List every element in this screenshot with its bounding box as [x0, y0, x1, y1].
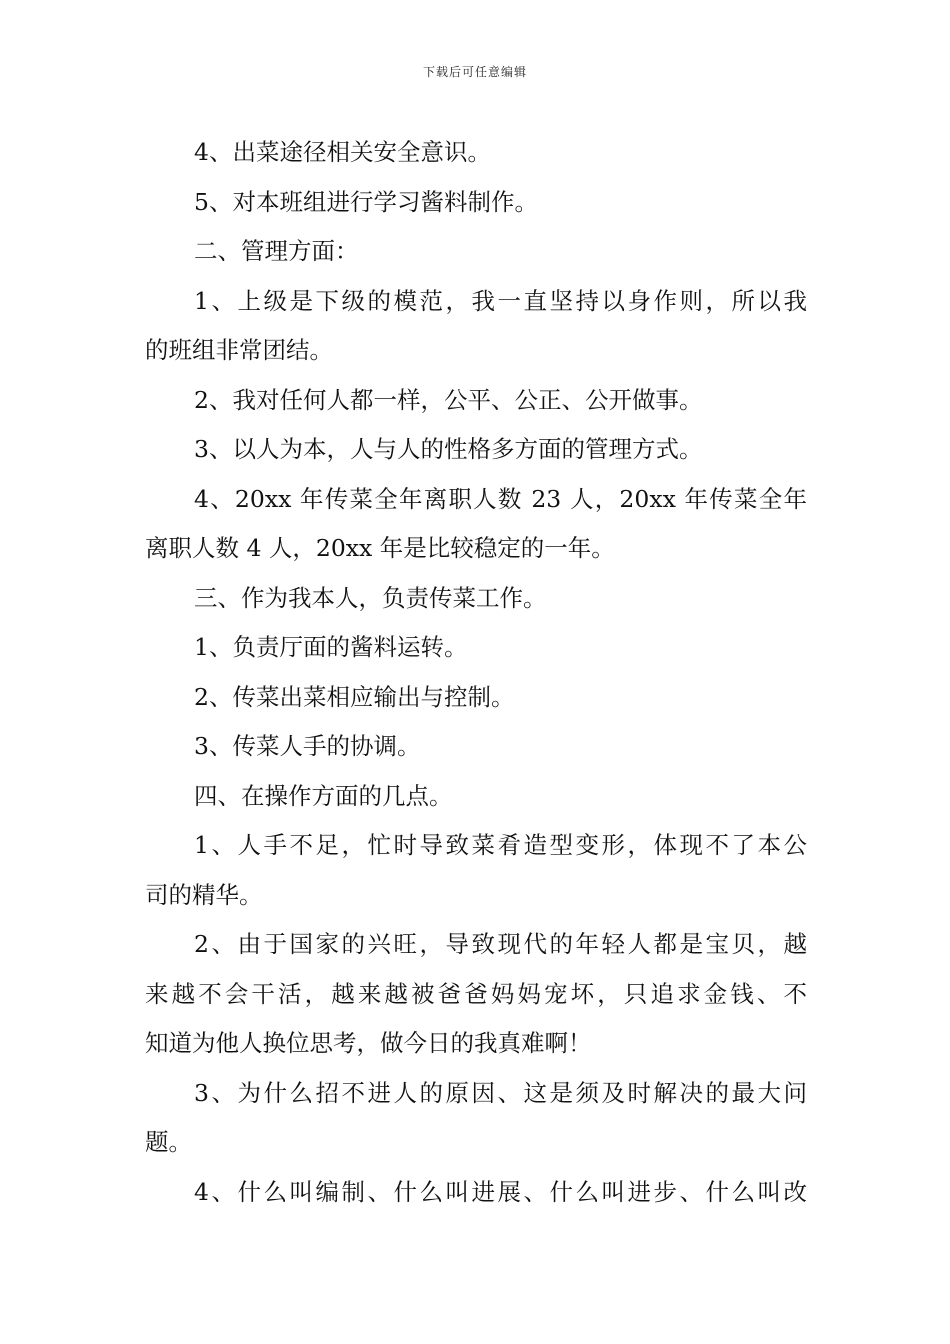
paragraph-line: 2、由于国家的兴旺，导致现代的年轻人都是宝贝，越 [194, 930, 807, 958]
paragraph-line: 来越不会干活，越来越被爸爸妈妈宠坏，只追求金钱、不 [145, 979, 807, 1008]
paragraph-line: 3、以人为本，人与人的性格多方面的管理方式。 [194, 435, 703, 463]
paragraph-line: 离职人数 4 人，20xx 年是比较稳定的一年。 [145, 534, 615, 562]
paragraph-line: 知道为他人换位思考，做今日的我真难啊！ [145, 1029, 592, 1057]
paragraph-line: 1、上级是下级的模范，我一直坚持以身作则，所以我 [194, 286, 807, 315]
paragraph-line: 题。 [145, 1128, 192, 1156]
document-body [145, 128, 807, 1217]
section-heading: 二、管理方面： [194, 237, 359, 265]
paragraph-line: 2、传菜出菜相应输出与控制。 [194, 682, 515, 711]
paragraph-line: 司的精华。 [145, 880, 263, 909]
paragraph-line: 3、为什么招不进人的原因、这是须及时解决的最大问 [194, 1078, 807, 1107]
paragraph-line: 5、对本班组进行学习酱料制作。 [194, 187, 538, 216]
paragraph-line: 4、20xx 年传菜全年离职人数 23 人，20xx 年传菜全年 [194, 484, 807, 513]
paragraph-line: 的班组非常团结。 [145, 336, 333, 364]
section-heading: 四、在操作方面的几点。 [194, 781, 453, 810]
paragraph-line: 4、出菜途径相关安全意识。 [194, 138, 491, 166]
paragraph-line: 2、我对任何人都一样，公平、公正、公开做事。 [194, 385, 703, 414]
paragraph-line: 3、传菜人手的协调。 [194, 732, 421, 760]
paragraph-line: 1、人手不足，忙时导致菜肴造型变形，体现不了本公 [194, 831, 807, 859]
page-header: 下载后可任意编辑 [422, 65, 527, 79]
paragraph-line: 1、负责厅面的酱料运转。 [194, 633, 468, 661]
section-heading: 三、作为我本人，负责传菜工作。 [194, 583, 547, 612]
paragraph-line: 4、什么叫编制、什么叫进展、什么叫进步、什么叫改 [194, 1177, 807, 1206]
